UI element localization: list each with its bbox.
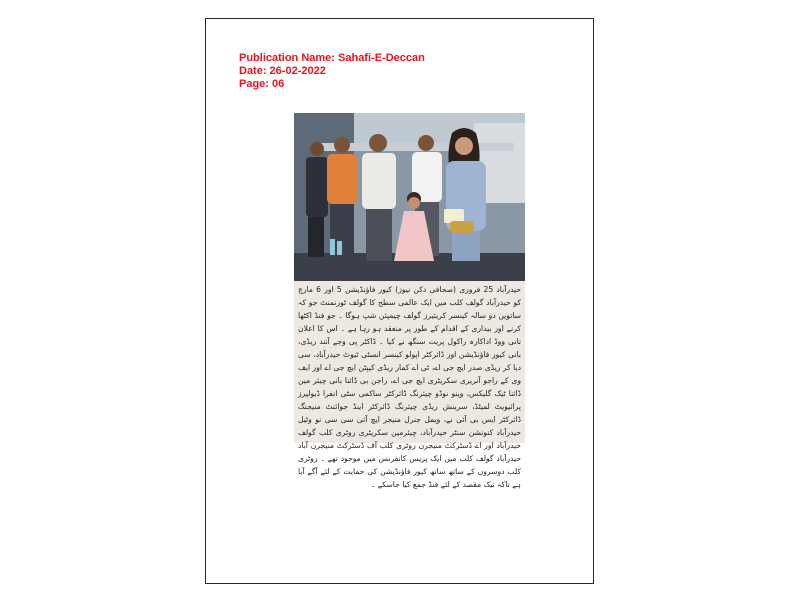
publication-name: Publication Name: Sahafi-E-Deccan	[239, 52, 425, 64]
publication-page: Page: 06	[239, 78, 285, 90]
article-text: حیدرآباد 25 فروری (صحافی دکن نیوز) کیور فاؤنڈیشن 5 اور 6 مارچ کو حیدرآباد گولف کلب میں ایک عالمی سطح کا گولف ٹورنمنٹ جو کہ ساتویں دو سالہ کینسر کریئیرز گولف چیمپئن شپ ہوگا ۔ جو فنڈ اکٹھا کرنے اور بیداری کے اقدام کے طور پر منعقد ہو رہا ہے ۔ اس کا اعلان تانی ووڈ اداکارہ راکول پریت سنگھ نے کیا ۔ ڈاکٹر پی وجے آنند ریڈی، بانی کیور فاؤنڈیشن اور ڈائرکٹر اپولو کینسر انسٹی ٹیوٹ حیدرآباد، سی دیا کر ریڈی صدر ایچ جی اے، ٹی اے کمار ریڈی کیپٹن ایچ جی اے اور ایف وی کے راجو آنریری سکریٹری ایچ جی اے، راجن بی ڈائنا بانی چیئر مین ڈائنا ٹیک گلیکس، وینو نوڈو چیئرنگ ڈائرکٹر ساکمی سٹی انفرا ڈیولپرز پرائیویٹ لمیٹڈ، سرینش ریڈی چیئرنگ ڈائرکٹر اینڈ جوائنٹ منیجنگ ڈائرکٹر ایس بی آئی نے، ویمل جنرل منیجر ایچ آئی سی سی نو وٹیل حیدرآباد کنونشن سنٹر حیدرآباد، چیئرمین سکریٹری روٹری کلب گولف حیدرآباد اور اے ڈسٹرکٹ منیجرن روٹری کلب آف ڈسٹرکٹ منیجرن آباد حیدرآباد گولف کلب میں ایک پریس کانفرنس میں موجود تھے ۔ روٹری کلب دوسروں کے ساتھ ساتھ کیور فاؤنڈیشن کی حمایت کے لئے آگے آیا ہے تاکہ نیک مقصد کے لئے فنڈ جمع کیا جاسکے ۔	[298, 285, 521, 489]
newspaper-clipping	[294, 113, 525, 489]
photo-golf-event	[294, 113, 525, 281]
document-page	[205, 18, 594, 584]
publication-header	[239, 52, 425, 91]
publication-date: Date: 26-02-2022	[239, 65, 326, 77]
